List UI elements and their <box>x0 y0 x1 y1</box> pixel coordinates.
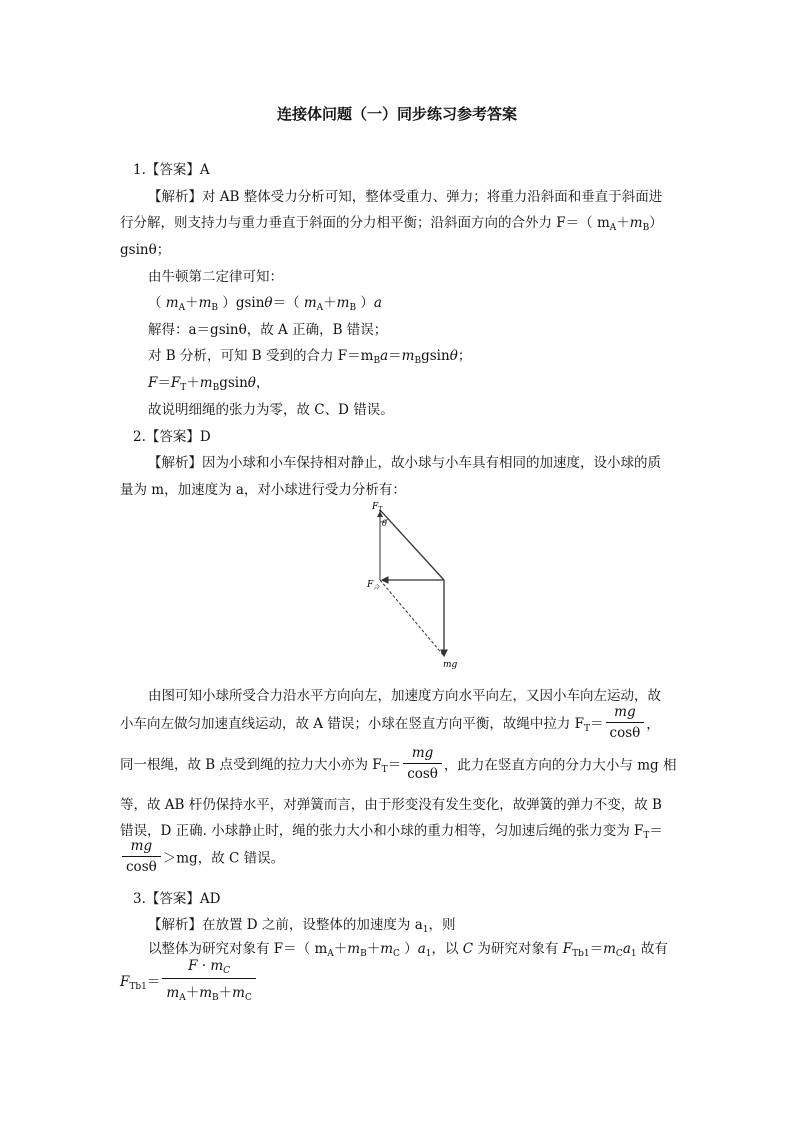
q2-line2: 量为 m，加速度为 a，对小球进行受力分析有： <box>120 482 406 498</box>
q2-line7: 错误，D 正确. 小球静止时，绳的张力大小和小球的重力相等，匀加速后绳的张力变为 $F_T=$ <box>120 823 663 841</box>
q1-answer: 1.【答案】A <box>133 162 210 178</box>
q2-line3: 由图可知小球所受合力沿水平方向向左，加速度方向水平向左，又因小车向左运动，故 <box>148 688 661 704</box>
page-title: 连接体问题（一）同步练习参考答案 <box>276 105 517 123</box>
q1-line1: 【解析】对 AB 整体受力分析可知，整体受重力、弹力；将重力沿斜面和垂直于斜面进 <box>148 189 663 205</box>
fraction: $\frac{mg}{\cos\theta}$ <box>403 745 442 782</box>
rope-line <box>380 510 444 580</box>
q2-line8: $\frac{mg}{\cos\theta}$ ＞mg，故 C 错误。 <box>120 838 284 875</box>
q1-line4: 由牛顿第二定律可知： <box>148 269 283 285</box>
q1-line9: 故说明细绳的张力为零，故 C、D 错误。 <box>148 402 394 418</box>
q1-line8: $F=F_T+m_Bgsin\theta$， <box>148 375 270 393</box>
fraction: $\frac{mg}{\cos\theta}$ <box>122 838 161 875</box>
q3-line2: 以整体为研究对象有 F＝（ $m_A+m_B+m_C$ ）$a_1$，以 C 为研究对象有 $F_{Tb1}=m_Ca_1$ 故有 <box>148 941 668 959</box>
q2-line5: 同一根绳，故 B 点受到绳的拉力大小亦为 $F_T=$ $\frac{mg}{\cos\theta}$ ，此力在竖直方向的分力大小与 mg 相 <box>120 745 677 782</box>
q3-line3: $F_{Tb1}=$ $\frac{F \cdot m_C}{m_A+m_B+m_C}$ <box>120 958 258 1003</box>
fraction: $\frac{mg}{\cos\theta}$ <box>606 704 645 741</box>
force-diagram <box>360 498 470 673</box>
q2-line4: 小车向左做匀加速直线运动，故 A 错误；小球在竖直方向平衡，故绳中拉力 $F_T=$ $\frac{mg}{\cos\theta}$ ， <box>120 704 660 741</box>
fraction: $\frac{F \cdot m_C}{m_A+m_B+m_C}$ <box>162 958 255 1003</box>
q2-answer: 2.【答案】D <box>133 429 211 445</box>
diagonal-dashed-line <box>380 580 444 656</box>
q3-answer: 3.【答案】AD <box>133 891 221 907</box>
label-fh: $F_合$ <box>367 580 380 591</box>
q1-line3: gsinθ； <box>120 242 171 258</box>
label-mg: mg <box>443 660 458 670</box>
q3-line1: 【解析】在放置 D 之前，设整体的加速度为 $a_1$，则 <box>148 917 456 935</box>
q2-line6: 等，故 AB 杆仍保持水平，对弹簧而言，由于形变没有发生变化，故弹簧的弹力不变，故 B <box>120 797 662 813</box>
q1-equation: （ $m_A+m_B$ ）gsinθ＝（ $m_A+m_B$ ）a <box>148 295 382 313</box>
q2-line1: 【解析】因为小球和小车保持相对静止，故小球与小车具有相同的加速度，设小球的质 <box>148 455 661 471</box>
label-theta: θ <box>382 519 387 528</box>
q1-line2: 行分解，则支持力与重力垂直于斜面的分力相平衡；沿斜面方向的合外力 F＝（ $m_A+m_B$） <box>120 215 663 233</box>
label-ft: $F_T$ <box>372 502 383 513</box>
q1-line7: 对 B 分析，可知 B 受到的合力 $F=m_Ba=m_Bgsin\theta$； <box>148 348 472 366</box>
q1-line6: 解得：a＝gsinθ，故 A 正确，B 错误； <box>148 322 388 338</box>
